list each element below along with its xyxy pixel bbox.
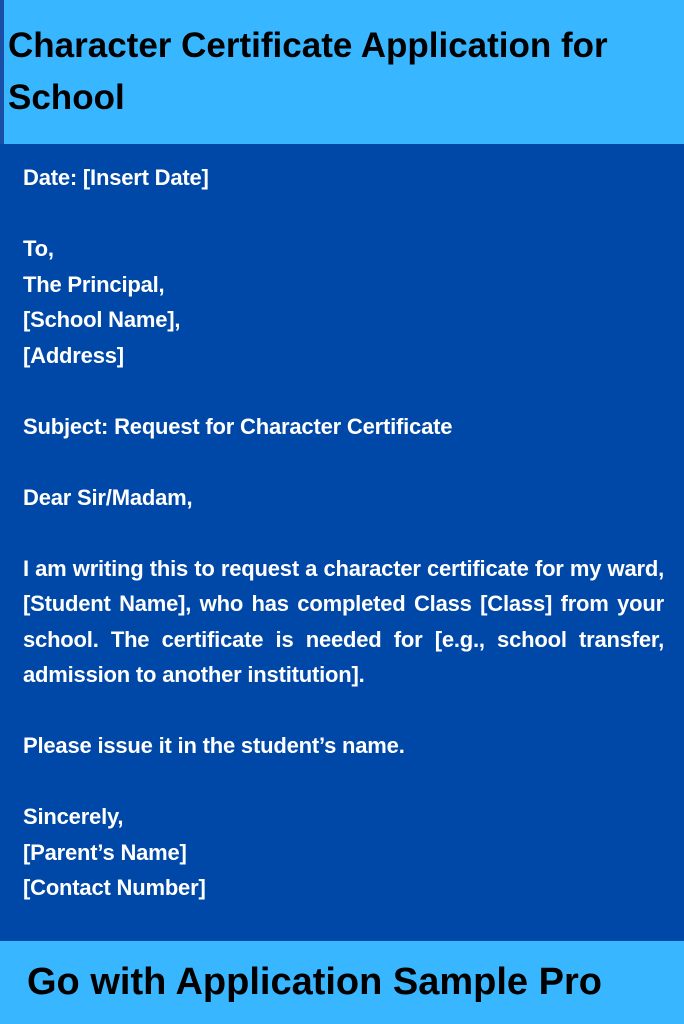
footer-brand: Go with Application Sample Pro: [27, 961, 602, 1003]
recipient-school: [School Name],: [23, 307, 181, 332]
recipient-name: The Principal,: [23, 271, 165, 297]
closing-block: [23, 799, 664, 906]
title-banner: [0, 0, 684, 144]
letter-date: Date: [Insert Date]: [23, 165, 209, 190]
letter-request: Please issue it in the student’s name.: [23, 733, 405, 758]
recipient-to: To,: [23, 236, 54, 261]
closing-signoff: Sincerely,: [23, 804, 124, 829]
letter-subject: Subject: Request for Character Certificate: [23, 413, 453, 439]
recipient-block: [23, 231, 664, 373]
letter-content: [23, 160, 664, 941]
closing-contact: [Contact Number]: [23, 875, 206, 900]
letter-body: I am writing this to request a character certificate for my ward, [Student Name], who has completed Class [Class] from your school. The certificate is needed for [e.g., school transfer, admission to another institution].: [23, 555, 664, 687]
closing-parent-name: [Parent’s Name]: [23, 839, 187, 865]
page-title: Character Certificate Application for School: [8, 26, 608, 117]
recipient-address: [Address]: [23, 342, 124, 368]
letter-panel: [0, 144, 684, 941]
footer-banner: [0, 941, 684, 1024]
letter-salutation: Dear Sir/Madam,: [23, 484, 193, 510]
